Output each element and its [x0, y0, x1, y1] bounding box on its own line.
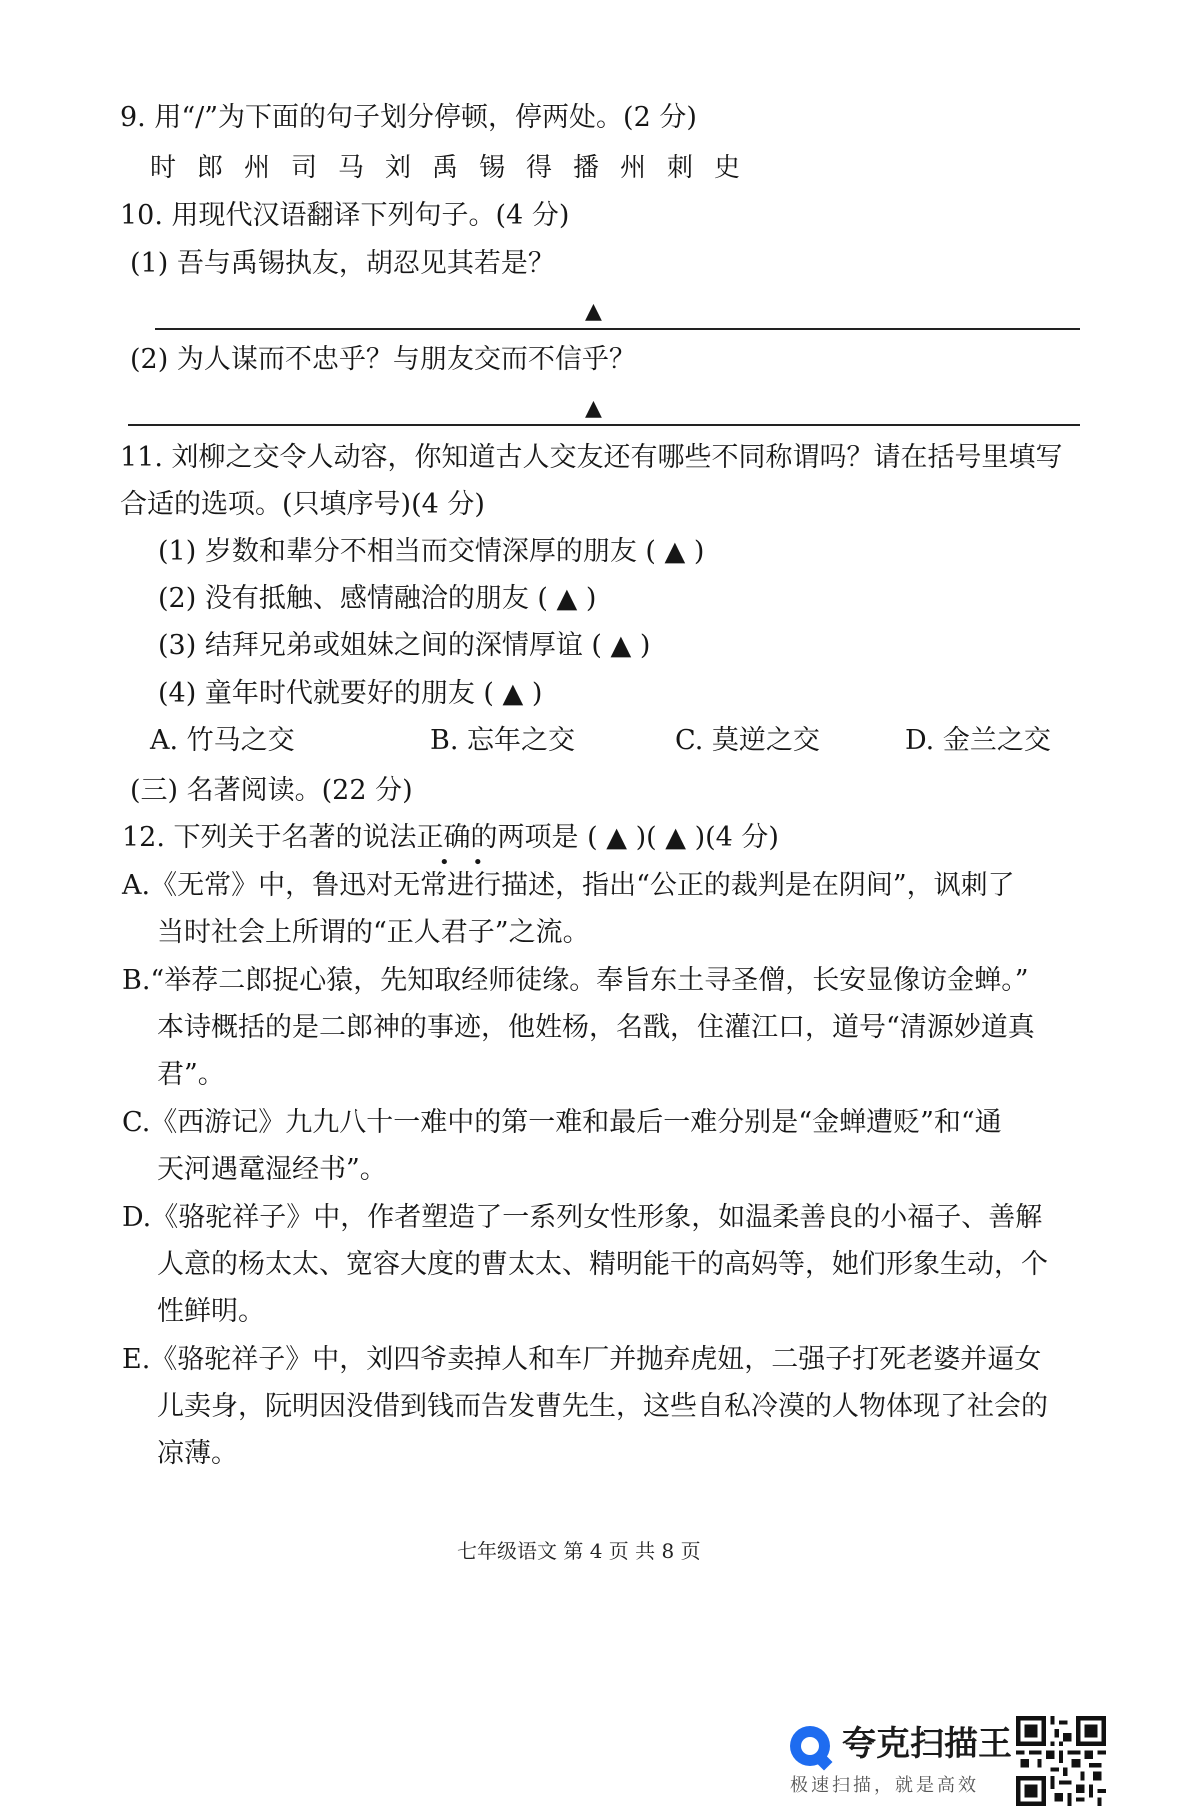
- q12-option-a-line-2: 当时社会上所谓的“正人君子”之流。: [157, 917, 590, 948]
- answer-line-1[interactable]: [155, 328, 1080, 330]
- q12-prompt: 12. 下列关于名著的说法正确的两项是 ( ▲ )( ▲ )(4 分): [122, 822, 779, 853]
- q12-option-b-line-2: 本诗概括的是二郎神的事迹，他姓杨，名戬，住灌江口，道号“清源妙道真: [157, 1012, 1035, 1043]
- q10-item-1: (1) 吾与禹锡执友，胡忍见其若是？: [130, 248, 555, 279]
- answer-triangle-2: ▲: [585, 396, 602, 421]
- answer-line-2[interactable]: [128, 424, 1080, 426]
- q12-option-a-line-1: A.《无常》中，鲁迅对无常进行描述，指出“公正的裁判是在阴间”，讽刺了: [122, 870, 1015, 901]
- q11-option-d: D. 金兰之交: [905, 725, 1051, 756]
- q12-option-d-line-3: 性鲜明。: [157, 1296, 265, 1327]
- q12-option-b-line-1: B.“举荐二郎捉心猿，先知取经师徒缘。奉旨东土寻圣僧，长安显像访金蝉。”: [122, 965, 1029, 996]
- scanner-brand-name: 夸克扫描王: [842, 1724, 1012, 1764]
- q10-prompt: 10. 用现代汉语翻译下列句子。(4 分): [120, 200, 570, 231]
- q12-option-b-line-3: 君”。: [157, 1059, 225, 1090]
- q10-item-2: (2) 为人谋而不忠乎？与朋友交而不信乎？: [130, 344, 636, 375]
- q12-option-d-line-1: D.《骆驼祥子》中，作者塑造了一系列女性形象，如温柔善良的小福子、善解: [122, 1202, 1043, 1233]
- q12-option-c-line-2: 天河遇鼋湿经书”。: [157, 1154, 387, 1185]
- page-footer: 七年级语文 第 4 页 共 8 页: [457, 1539, 701, 1563]
- q12-option-d-line-2: 人意的杨太太、宽容大度的曹太太、精明能干的高妈等，她们形象生动，个: [157, 1249, 1048, 1280]
- q12-option-e-line-3: 凉薄。: [157, 1438, 238, 1469]
- emphasis-dots: • •: [439, 852, 484, 873]
- q11-option-b: B. 忘年之交: [430, 725, 576, 756]
- q12-option-c-line-1: C.《西游记》九九八十一难中的第一难和最后一难分别是“金蝉遭贬”和“通: [122, 1107, 1002, 1138]
- q11-prompt-line-1: 11. 刘柳之交令人动容，你知道古人交友还有哪些不同称谓吗？请在括号里填写: [120, 442, 1063, 473]
- q12-option-e-line-1: E.《骆驼祥子》中，刘四爷卖掉人和车厂并抛弃虎妞，二强子打死老婆并逼女: [122, 1344, 1042, 1375]
- q11-item-4: (4) 童年时代就要好的朋友 ( ▲ ): [158, 678, 543, 709]
- q11-item-3: (3) 结拜兄弟或姐妹之间的深情厚谊 ( ▲ ): [158, 630, 651, 661]
- q11-option-c: C. 莫逆之交: [675, 725, 820, 756]
- q12-option-e-line-2: 儿卖身，阮明因没借到钱而告发曹先生，这些自私冷漠的人物体现了社会的: [157, 1391, 1048, 1422]
- section-3-heading: (三) 名著阅读。(22 分): [130, 775, 413, 806]
- qr-code-icon: [1016, 1716, 1106, 1806]
- scanner-slogan: 极速扫描，就是高效: [790, 1775, 979, 1796]
- q9-prompt: 9. 用“/”为下面的句子划分停顿，停两处。(2 分): [120, 102, 697, 133]
- q11-prompt-line-2: 合适的选项。(只填序号)(4 分): [120, 489, 485, 520]
- q11-item-1: (1) 岁数和辈分不相当而交情深厚的朋友 ( ▲ ): [158, 536, 705, 567]
- q9-sentence: 时郎州司马刘禹锡得播州刺史: [150, 153, 762, 183]
- q11-option-a: A. 竹马之交: [150, 725, 295, 756]
- answer-triangle-1: ▲: [585, 299, 602, 324]
- q11-item-2: (2) 没有抵触、感情融洽的朋友 ( ▲ ): [158, 583, 597, 614]
